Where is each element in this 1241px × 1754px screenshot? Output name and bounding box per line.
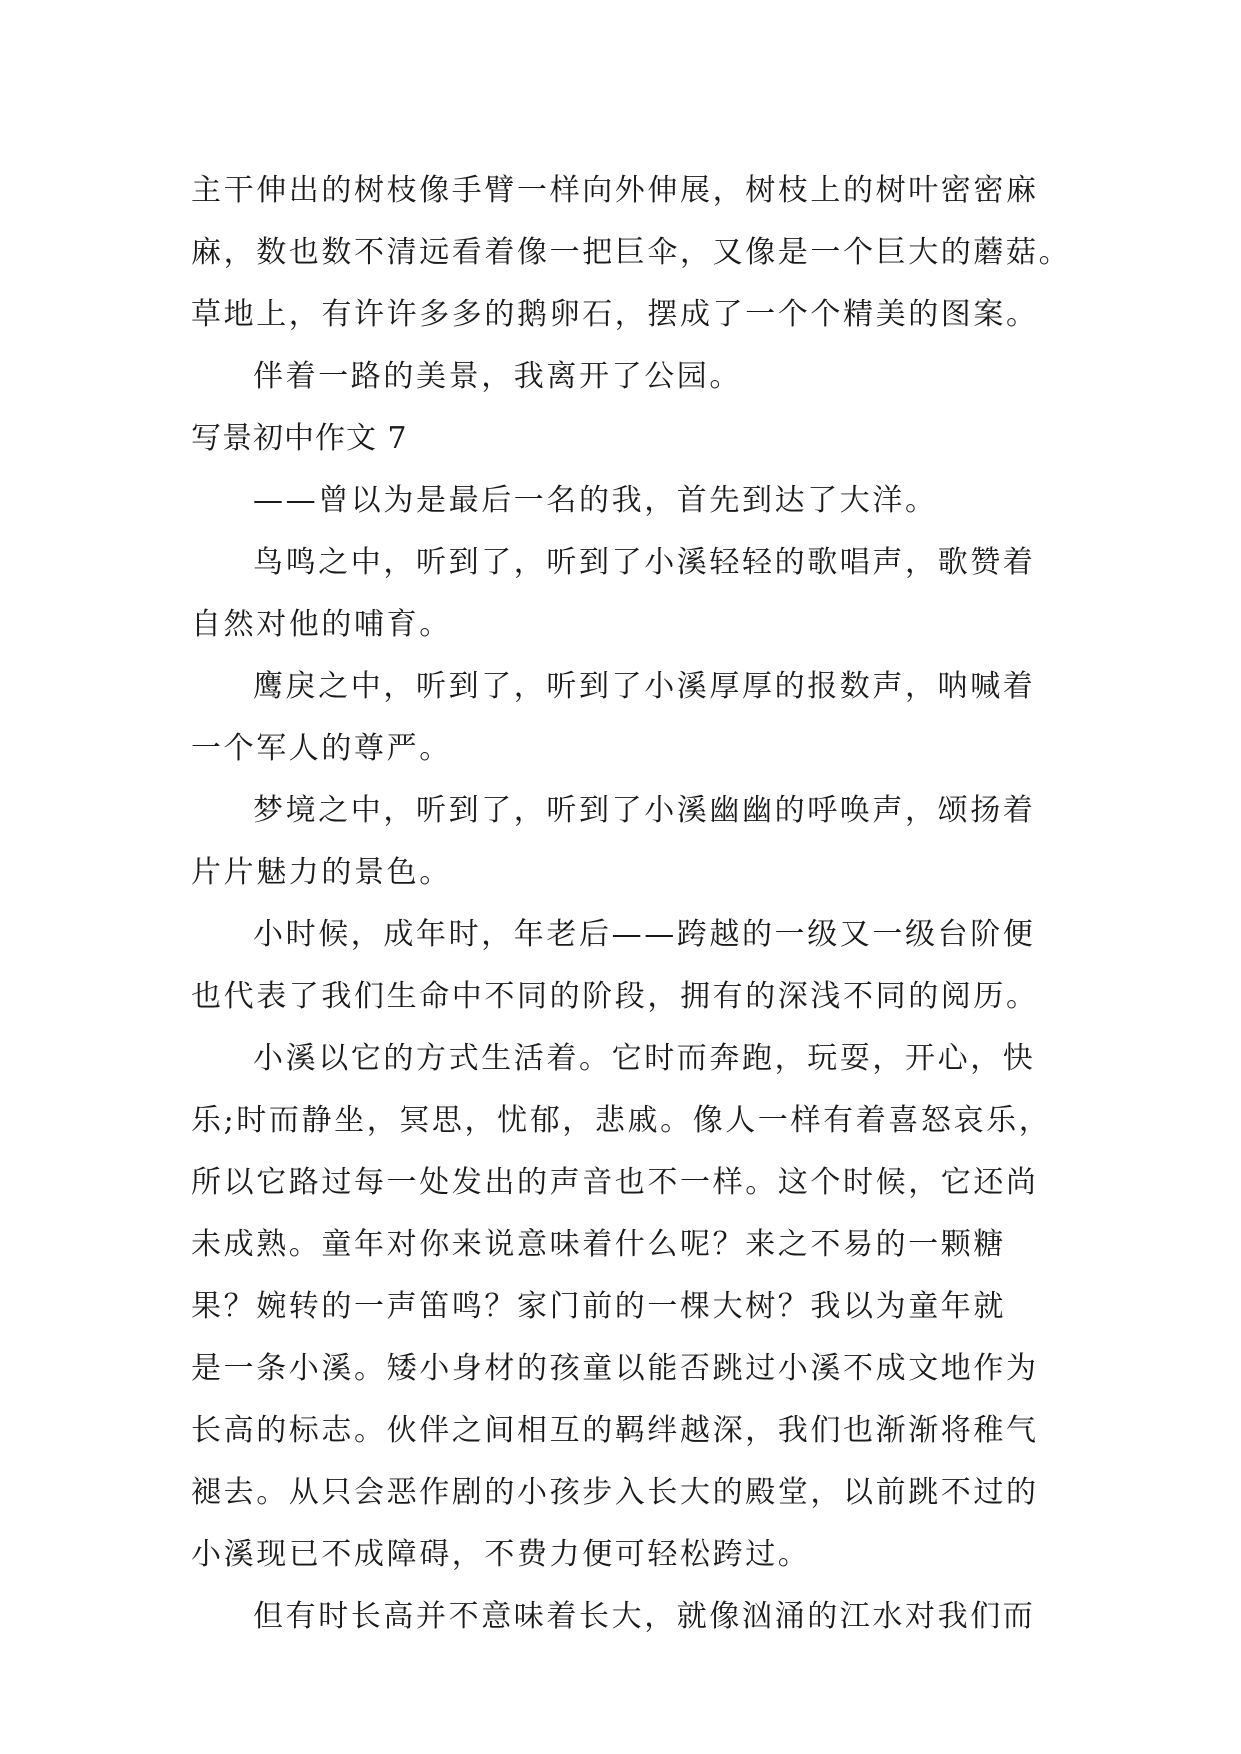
text-line: 鸟鸣之中，听到了，听到了小溪轻轻的歌唱声，歌赞着 (253, 545, 1036, 580)
text-line: 梦境之中，听到了，听到了小溪幽幽的呼唤声，颂扬着 (253, 793, 1036, 828)
text-line: 小时候，成年时，年老后——跨越的一级又一级台阶便 (253, 917, 1036, 952)
text-line: 自然对他的哺育。 (191, 607, 452, 642)
text-line: 是一条小溪。矮小身材的孩童以能否跳过小溪不成文地作为 (191, 1351, 1039, 1386)
text-line: ——曾以为是最后一名的我，首先到达了大洋。 (253, 483, 938, 518)
text-line: 伴着一路的美景，我离开了公园。 (253, 359, 742, 394)
text-line: 草地上，有许许多多的鹅卵石，摆成了一个个精美的图案。 (191, 297, 1039, 332)
text-line: 主干伸出的树枝像手臂一样向外伸展，树枝上的树叶密密麻 (191, 173, 1039, 208)
text-line: 小溪以它的方式生活着。它时而奔跑，玩耍，开心，快 (253, 1041, 1036, 1076)
text-line: 一个军人的尊严。 (191, 731, 452, 766)
text-line: 也代表了我们生命中不同的阶段，拥有的深浅不同的阅历。 (191, 979, 1039, 1014)
text-line: 所以它路过每一处发出的声音也不一样。这个时候，它还尚 (191, 1165, 1039, 1200)
text-line: 长高的标志。伙伴之间相互的羁绊越深，我们也渐渐将稚气 (191, 1413, 1039, 1448)
section-heading: 写景初中作文 7 (191, 421, 408, 456)
text-line: 片片魅力的景色。 (191, 855, 452, 890)
text-line: 乐;时而静坐，冥思，忧郁，悲戚。像人一样有着喜怒哀乐， (191, 1103, 1052, 1138)
text-line: 果？婉转的一声笛鸣？家门前的一棵大树？我以为童年就 (191, 1289, 1006, 1324)
text-line: 但有时长高并不意味着长大，就像汹涌的江水对我们而 (253, 1599, 1036, 1634)
text-line: 未成熟。童年对你来说意味着什么呢？来之不易的一颗糖 (191, 1227, 1006, 1262)
text-line: 小溪现已不成障碍，不费力便可轻松跨过。 (191, 1537, 811, 1572)
text-line: 鹰戾之中，听到了，听到了小溪厚厚的报数声，呐喊着 (253, 669, 1036, 704)
text-line: 麻，数也数不清远看着像一把巨伞，又像是一个巨大的蘑菇。 (191, 235, 1072, 270)
document-body (191, 160, 1072, 1648)
text-line: 褪去。从只会恶作剧的小孩步入长大的殿堂，以前跳不过的 (191, 1475, 1039, 1510)
